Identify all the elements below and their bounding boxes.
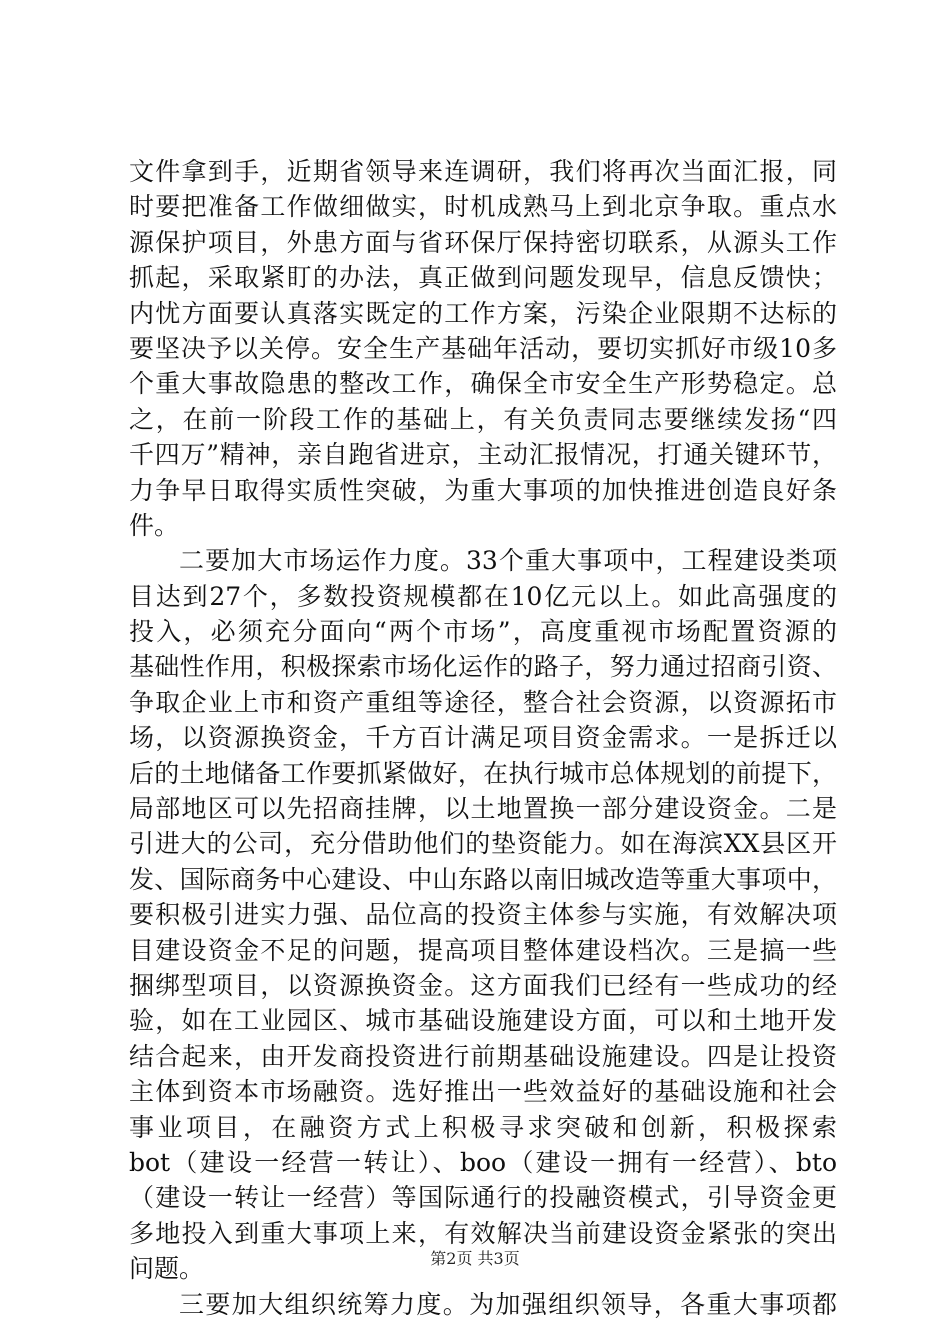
text-line: 之，在前一阶段工作的基础上，有关负责同志要继续发扬“四 [129, 404, 837, 434]
text-line: bot（建设一经营一转让）、boo（建设一拥有一经营）、bto [129, 1147, 837, 1177]
text-line: 多地投入到重大事项上来，有效解决当前建设资金紧张的突出 [129, 1218, 837, 1248]
text-line: 时要把准备工作做细做实，时机成熟马上到北京争取。重点水 [129, 192, 837, 222]
text-line: 基础性作用，积极探索市场化运作的路子，努力通过招商引资、 [129, 652, 837, 682]
text-line: 投入，必须充分面向“两个市场”，高度重视市场配置资源的 [129, 617, 837, 647]
text-line: 捆绑型项目，以资源换资金。这方面我们已经有一些成功的经 [129, 970, 837, 1000]
text-line: 后的土地储备工作要抓紧做好，在执行城市总体规划的前提下， [129, 758, 837, 788]
text-line: 二要加大市场运作力度。33个重大事项中，工程建设类项 [179, 546, 837, 576]
text-line: 验，如在工业园区、城市基础设施建设方面，可以和土地开发 [129, 1006, 837, 1036]
text-line: 三要加大组织统筹力度。为加强组织领导，各重大事项都 [179, 1289, 837, 1319]
text-line: 力争早日取得实质性突破，为重大事项的加快推进创造良好条 [129, 475, 837, 505]
text-line: 结合起来，由开发商投资进行前期基础设施建设。四是让投资 [129, 1041, 837, 1071]
text-line: 主体到资本市场融资。选好推出一些效益好的基础设施和社会 [129, 1077, 837, 1107]
text-line: 目达到27个，多数投资规模都在10亿元以上。如此高强度的 [129, 581, 837, 611]
text-line: 件。 [129, 510, 180, 540]
text-line: 内忧方面要认真落实既定的工作方案，污染企业限期不达标的 [129, 298, 837, 328]
text-line: 场，以资源换资金，千方百计满足项目资金需求。一是拆迁以 [129, 723, 837, 753]
text-line: （建设一转让一经营）等国际通行的投融资模式，引导资金更 [129, 1183, 837, 1213]
page-footer: 第2页 共3页 [430, 1249, 520, 1268]
text-line: 局部地区可以先招商挂牌，以土地置换一部分建设资金。二是 [129, 794, 837, 824]
text-line: 个重大事故隐患的整改工作，确保全市安全生产形势稳定。总 [129, 369, 837, 399]
text-line: 引进大的公司，充分借助他们的垫资能力。如在海滨XX县区开 [129, 829, 837, 859]
text-line: 源保护项目，外患方面与省环保厅保持密切联系，从源头工作 [129, 227, 837, 257]
text-line: 问题。 [129, 1254, 205, 1284]
text-line: 争取企业上市和资产重组等途径，整合社会资源，以资源拓市 [129, 687, 837, 717]
text-line: 目建设资金不足的问题，提高项目整体建设档次。三是搞一些 [129, 935, 837, 965]
text-line: 要积极引进实力强、品位高的投资主体参与实施，有效解决项 [129, 900, 837, 930]
document-body [129, 154, 837, 1322]
text-line: 事业项目，在融资方式上积极寻求突破和创新，积极探索 [129, 1112, 837, 1142]
text-line: 千四万”精神，亲自跑省进京，主动汇报情况，打通关键环节， [129, 440, 837, 470]
text-line: 要坚决予以关停。安全生产基础年活动，要切实抓好市级10多 [129, 333, 837, 363]
text-line: 抓起，采取紧盯的办法，真正做到问题发现早，信息反馈快； [129, 263, 837, 293]
text-line: 文件拿到手，近期省领导来连调研，我们将再次当面汇报，同 [129, 157, 837, 186]
text-line: 发、国际商务中心建设、中山东路以南旧城改造等重大事项中， [129, 864, 837, 894]
